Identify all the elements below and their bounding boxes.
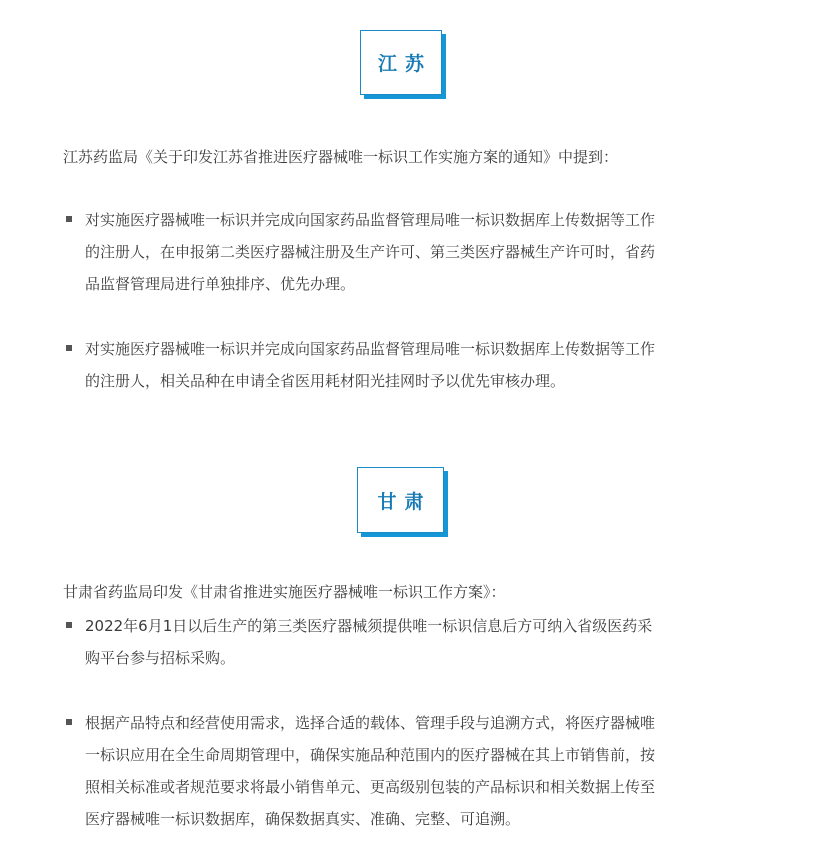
bullet-line: 对实施医疗器械唯一标识并完成向国家药品监督管理局唯一标识数据库上传数据等工作 — [85, 211, 656, 229]
bullet-square-icon — [66, 622, 72, 628]
jiangsu-intro: 江苏药监局《关于印发江苏省推进医疗器械唯一标识工作实施方案的通知》中提到： — [63, 148, 619, 166]
bullet-square-icon — [66, 345, 72, 351]
section-heading-gansu — [357, 467, 444, 533]
section-heading-jiangsu — [360, 30, 442, 95]
bullet-line: 的注册人，相关品种在申请全省医用耗材阳光挂网时予以优先审核办理。 — [85, 372, 566, 390]
section-heading-gansu-text: 甘肃 — [377, 490, 432, 513]
bullet-line: 照相关标准或者规范要求将最小销售单元、更高级别包装的产品标识和相关数据上传至 — [85, 778, 656, 796]
bullet-line: 一标识应用在全生命周期管理中，确保实施品种范围内的医疗器械在其上市销售前，按 — [85, 746, 656, 764]
bullet-line: 对实施医疗器械唯一标识并完成向国家药品监督管理局唯一标识数据库上传数据等工作 — [85, 340, 656, 358]
bullet-line: 购平台参与招标采购。 — [85, 649, 236, 667]
bullet-line: 医疗器械唯一标识数据库，确保数据真实、准确、完整、可追溯。 — [85, 810, 521, 828]
bullet-square-icon — [66, 216, 72, 222]
bullet-line: 品监督管理局进行单独排序、优先办理。 — [85, 275, 356, 293]
bullet-line: 的注册人，在申报第二类医疗器械注册及生产许可、第三类医疗器械生产许可时，省药 — [85, 243, 656, 261]
section-heading-jiangsu-text: 江苏 — [377, 53, 432, 75]
bullet-square-icon — [66, 719, 72, 725]
bullet-line: 2022年6月1日以后生产的第三类医疗器械须提供唯一标识信息后方可纳入省级医药采 — [85, 617, 653, 635]
gansu-intro: 甘肃省药监局印发《甘肃省推进实施医疗器械唯一标识工作方案》： — [63, 583, 506, 601]
bullet-line: 根据产品特点和经营使用需求，选择合适的载体、管理手段与追溯方式，将医疗器械唯 — [85, 714, 656, 732]
